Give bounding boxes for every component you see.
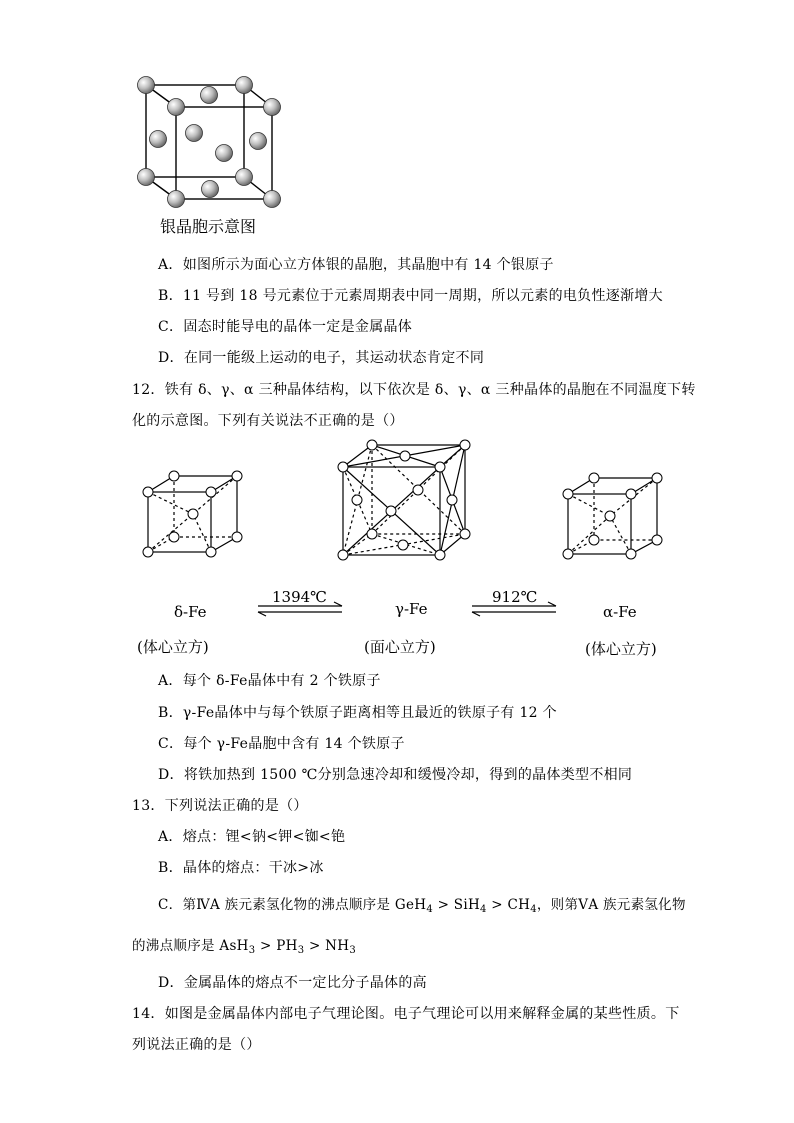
iron-atom <box>435 462 445 472</box>
option-text: 熔点：锂<钠<钾<铷<铯 <box>182 829 346 845</box>
iron-atom <box>367 440 377 450</box>
iron-atom <box>338 550 348 560</box>
subscript: 4 <box>530 904 537 915</box>
iron-atom <box>447 495 457 505</box>
q13-option-c-line1[interactable] <box>158 893 686 915</box>
option-text: 的沸点顺序是 AsH <box>132 938 249 954</box>
option-text: 每个 γ-Fe晶胞中含有 14 个铁原子 <box>183 736 405 752</box>
iron-atom <box>143 547 153 557</box>
q12-option-d[interactable] <box>158 764 632 784</box>
option-text: 11 号到 18 号元素位于元素周期表中同一周期，所以元素的电负性逐渐增大 <box>182 288 663 304</box>
q12-stem-line2: 化的示意图。下列有关说法不正确的是（） <box>132 413 404 429</box>
iron-atom <box>563 549 573 559</box>
iron-atom <box>398 540 408 550</box>
gamma-fe-type: (面心立方) <box>364 638 436 656</box>
subscript: 4 <box>480 904 487 915</box>
subscript: 3 <box>297 945 305 956</box>
temp-label-912: 912℃ <box>492 588 538 606</box>
iron-atom <box>232 532 242 542</box>
option-text: 如图所示为面心立方体银的晶胞，其晶胞中有 14 个银原子 <box>182 257 554 273</box>
q12-option-b[interactable] <box>158 702 557 722</box>
option-text: > PH <box>255 938 298 954</box>
option-text: 金属晶体的熔点不一定比分子晶体的高 <box>183 975 427 991</box>
temp-label-1394: 1394℃ <box>272 588 327 606</box>
iron-atom <box>386 506 396 516</box>
iron-atom <box>605 511 615 521</box>
option-text: > SiH <box>432 897 481 913</box>
alpha-fe-label: α-Fe <box>603 603 637 621</box>
iron-atom <box>169 532 179 542</box>
q12-stem-line1: 12．铁有 δ、γ、α 三种晶体结构，以下依次是 δ、γ、α 三种晶体的晶胞在不同温度下转 <box>132 382 696 398</box>
option-text: 在同一能级上运动的电子，其运动状态肯定不同 <box>183 350 485 366</box>
iron-atom <box>589 473 599 483</box>
iron-atom <box>413 485 423 495</box>
option-letter: B． <box>158 860 183 876</box>
iron-atom <box>367 529 377 539</box>
q13-option-a[interactable] <box>158 826 345 846</box>
iron-atom <box>206 547 216 557</box>
iron-atom <box>652 535 662 545</box>
subscript: 3 <box>349 945 357 956</box>
iron-atom <box>206 487 216 497</box>
iron-atom <box>435 550 445 560</box>
delta-fe-label: δ-Fe <box>174 603 207 621</box>
iron-atom <box>188 509 198 519</box>
option-letter: C． <box>158 897 183 913</box>
option-text: > NH <box>304 938 350 954</box>
option-text: γ-Fe晶体中与每个铁原子距离相等且最近的铁原子有 12 个 <box>182 705 557 721</box>
iron-atom <box>460 440 470 450</box>
iron-atom <box>400 451 410 461</box>
iron-atom <box>338 462 348 472</box>
option-text: 晶体的熔点：干冰>冰 <box>182 860 324 876</box>
silver-figure-caption: 银晶胞示意图 <box>160 217 257 236</box>
option-letter: D． <box>158 350 184 366</box>
iron-atom <box>626 549 636 559</box>
option-text: 第ⅣA 族元素氢化物的沸点顺序是 GeH <box>182 897 427 913</box>
delta-fe-type: (体心立方) <box>137 638 209 656</box>
option-text: > CH <box>486 897 531 913</box>
q13-option-b[interactable] <box>158 857 324 877</box>
iron-atom <box>460 529 470 539</box>
q14-stem-line2: 列说法正确的是（） <box>132 1037 261 1053</box>
option-letter: D． <box>158 975 184 991</box>
gamma-fe-label: γ-Fe <box>395 600 428 618</box>
iron-atom <box>589 535 599 545</box>
option-letter: A． <box>158 257 183 273</box>
alpha-fe-type: (体心立方) <box>585 640 657 658</box>
iron-atom <box>232 471 242 481</box>
q13-stem: 13．下列说法正确的是（） <box>132 798 308 814</box>
iron-atom <box>626 489 636 499</box>
subscript: 4 <box>426 904 433 915</box>
iron-atom <box>652 473 662 483</box>
option-letter: A． <box>158 673 183 689</box>
q12-option-a[interactable] <box>158 670 381 690</box>
option-letter: A． <box>158 829 183 845</box>
option-text: ，则第ⅤA 族元素氢化物 <box>536 897 686 913</box>
q13-option-c-line2 <box>132 934 356 956</box>
option-letter: C． <box>158 319 184 335</box>
option-letter: D． <box>158 767 184 783</box>
q12-option-c[interactable] <box>158 733 405 753</box>
option-letter: B． <box>158 705 183 721</box>
iron-atom <box>352 495 362 505</box>
option-letter: B． <box>158 288 183 304</box>
iron-atom <box>563 489 573 499</box>
iron-atom <box>169 471 179 481</box>
option-text: 将铁加热到 1500 ℃分别急速冷却和缓慢冷却，得到的晶体类型不相同 <box>183 767 633 783</box>
iron-atom <box>143 487 153 497</box>
option-letter: C． <box>158 736 184 752</box>
option-text: 每个 δ-Fe晶体中有 2 个铁原子 <box>182 673 381 689</box>
option-text: 固态时能导电的晶体一定是金属晶体 <box>183 319 413 335</box>
q13-option-d[interactable] <box>158 972 427 992</box>
q14-stem-line1: 14．如图是金属晶体内部电子气理论图。电子气理论可以用来解释金属的某些性质。下 <box>132 1006 680 1022</box>
subscript: 3 <box>248 945 256 956</box>
